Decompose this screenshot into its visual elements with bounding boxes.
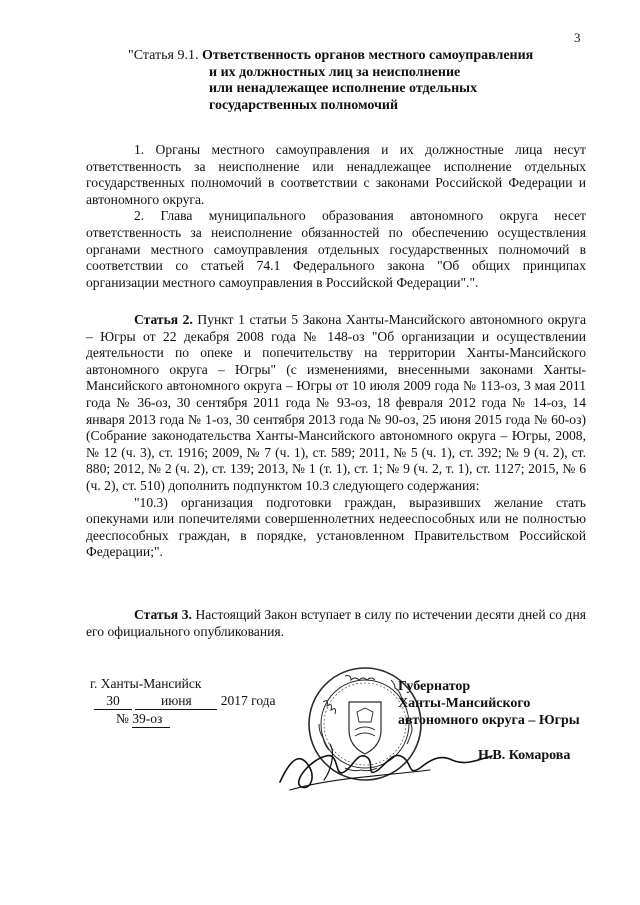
governor-title <box>398 678 598 729</box>
article-9-1-title-line3: или ненадлежащее исполнение отдельных <box>209 81 478 96</box>
governor-name: Н.В. Комарова <box>478 748 571 763</box>
governor-title-line2: Ханты-Мансийского <box>398 696 531 711</box>
article-9-1-lead: "Статья 9.1. <box>128 48 202 63</box>
article-2-label: Статья 2. <box>134 312 193 327</box>
article-3-paragraph <box>86 607 586 640</box>
article-2-text: Пункт 1 статьи 5 Закона Ханты-Мансийского автономного округа – Югры от 22 декабря 2008 года № 148-оз "Об организации и осуществлении деятельности по опеке и попечительству на территории Ханты-Мансийского автономного округа – Югры" (с изменениями, внесенными законами Ханты-Мансийского автономного округа – Югры от 10 июля 2009 года № 113-оз, 3 мая 2011 года № 36-оз, 30 сентября 2011 года № 93-оз, 18 февраля 2012 года № 14-оз, 14 января 2013 года № 1-оз, 30 сентября 2013 года № 90-оз, 25 июня 2015 года № 60-оз) (Собрание законодательства Ханты-Мансийского автономного округа – Югры, 2008, № 12 (ч. 3), ст. 1916; 2009, № 7 (ч. 1), ст. 589; 2011, № 5 (ч. 1), ст. 392; № 9 (ч. 2), ст. 880; 2012, № 2 (ч. 2), ст. 139; 2013, № 1 (т. 1), ст. 1; № 9 (ч. 2, т. 1), ст. 1127; 2015, № 6 (ч. 2), ст. 510) дополнить подпунктом 10.3 следующего содержания: <box>86 312 586 493</box>
governor-title-line3: автономного округа – Югры <box>398 713 580 728</box>
article-3-text: Настоящий Закон вступает в силу по истечении десяти дней со дня его официального опубликования. <box>86 607 586 639</box>
article-2-quote: "10.3) организация подготовки граждан, выразивших желание стать опекунами или попечителями совершеннолетних недееспособных или не полностью дееспособных граждан, в порядке, установленном Правительством Российской Федерации;". <box>86 494 586 560</box>
article-2-body <box>86 312 586 561</box>
article-2-paragraph <box>86 312 586 495</box>
date-line <box>90 692 280 710</box>
date-day: 30 <box>94 692 132 710</box>
paragraph-1: 1. Органы местного самоуправления и их должностные лица несут ответственность за неисполнение или ненадлежащее исполнение отдельных государственных полномочий в соответствии с законами Российской Федерации и автономного округа. <box>86 142 586 207</box>
law-number-value: 39-оз <box>132 710 170 728</box>
article-9-1-body <box>86 142 586 291</box>
place-date-block <box>90 675 280 728</box>
city: г. Ханты-Мансийск <box>90 676 202 691</box>
law-number-prefix: № <box>116 711 129 726</box>
governor-title-line1: Губернатор <box>398 679 471 694</box>
paragraph-2: 2. Глава муниципального образования автономного округа несет ответственность за неисполнение обязанностей по обеспечению осуществления органами местного самоуправления отдельных государственных полномочий в соответствии со статьей 74.1 Федерального закона "Об общих принципах организации местного самоуправления в Российской Федерации".". <box>86 208 586 290</box>
article-3-body <box>86 607 586 640</box>
article-9-1-title-line1: Ответственность органов местного самоуправления <box>201 48 534 63</box>
article-9-1-title-line4: государственных полномочий <box>209 97 399 113</box>
article-9-1-title <box>128 48 598 114</box>
date-month: июня <box>135 692 217 710</box>
date-year: 2017 года <box>220 693 276 708</box>
handwritten-signature <box>270 720 500 800</box>
article-9-1-title-line2: и их должностных лиц за неисполнение <box>209 64 461 80</box>
article-3-label: Статья 3. <box>134 607 192 622</box>
page-number: 3 <box>574 30 581 45</box>
law-number <box>90 710 280 728</box>
